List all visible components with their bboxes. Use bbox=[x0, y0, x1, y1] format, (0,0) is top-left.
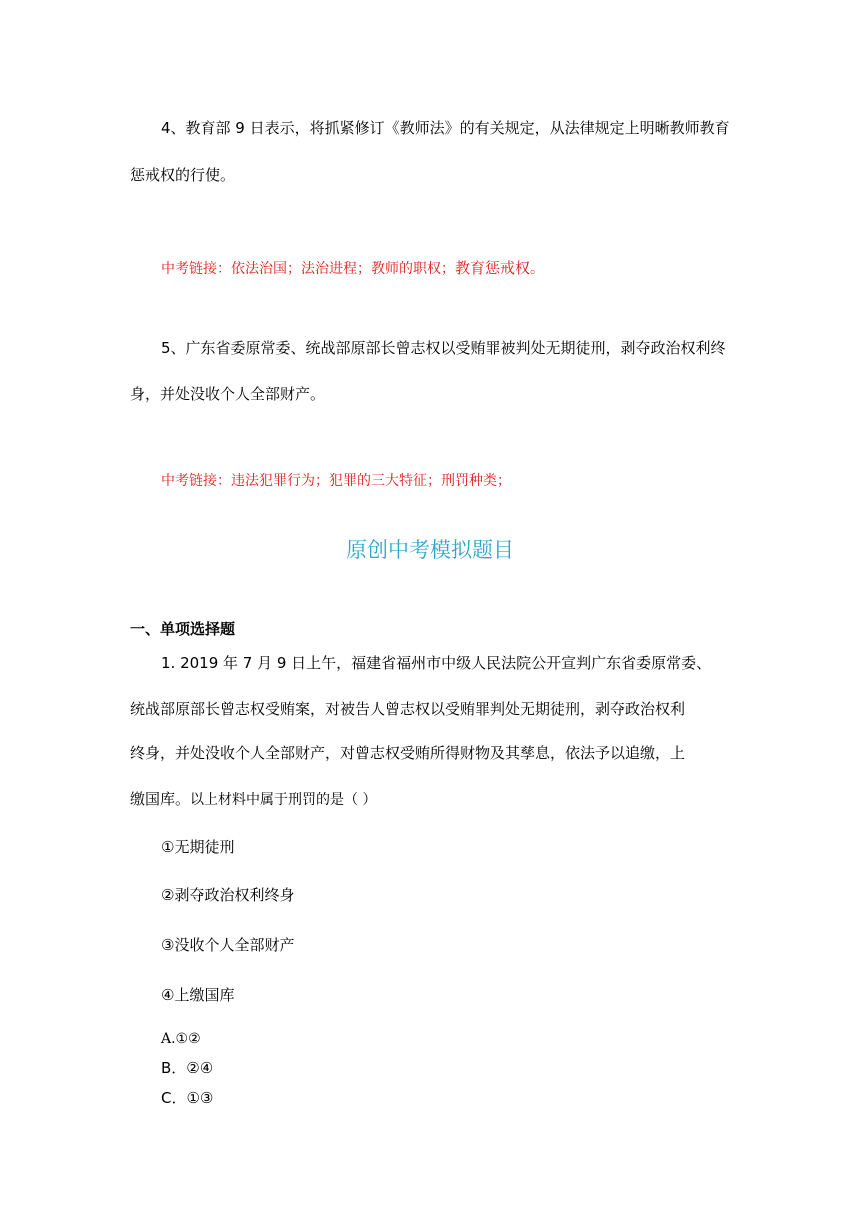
question1-stem: 以上材料中属于刑罚的是（ ） bbox=[190, 792, 377, 808]
item5-line1: 5、广东省委原常委、统战部原部长曾志权以受贿罪被判处无期徒刑，剥夺政治权利终 bbox=[161, 339, 726, 357]
question1-line1: 1. 2019 年 7 月 9 日上午，福建省福州市中级人民法院公开宣判广东省委原常委、 bbox=[161, 654, 712, 672]
question1-line4 bbox=[130, 789, 376, 810]
exam-link-4-keyword: 教育惩戒权 bbox=[455, 259, 531, 277]
item4-line2: 惩戒权的行使。 bbox=[130, 166, 236, 184]
question1-line2: 统战部原部长曾志权受贿案，对被告人曾志权以受贿罪判处无期徒刑，剥夺政治权利 bbox=[130, 700, 686, 718]
statement-3: ③没收个人全部财产 bbox=[161, 936, 295, 954]
statement-2: ②剥夺政治权利终身 bbox=[161, 886, 295, 904]
statement-1: ①无期徒刑 bbox=[161, 838, 235, 856]
item5-line2: 身，并处没收个人全部财产。 bbox=[130, 385, 326, 403]
item4-line1: 4、教育部 9 日表示，将抓紧修订《教师法》的有关规定，从法律规定上明晰教师教育 bbox=[161, 119, 730, 137]
option-a: A.①② bbox=[161, 1031, 201, 1047]
question1-line3: 终身，并处没收个人全部财产，对曾志权受贿所得财物及其孳息，依法予以追缴，上 bbox=[130, 744, 686, 762]
section-heading: 原创中考模拟题目 bbox=[346, 538, 514, 562]
option-b: B．②④ bbox=[161, 1059, 214, 1077]
option-c: C．①③ bbox=[161, 1089, 214, 1107]
question1-line4-a: 缴国库。 bbox=[130, 790, 191, 808]
section-title: 一、单项选择题 bbox=[130, 620, 236, 638]
exam-link-4 bbox=[161, 258, 544, 279]
exam-link-5: 中考链接：违法犯罪行为；犯罪的三大特征；刑罚种类； bbox=[161, 473, 511, 489]
exam-link-4-prefix: 中考链接：依法治国；法治进程；教师的职权； bbox=[161, 261, 455, 277]
statement-4: ④上缴国库 bbox=[161, 986, 235, 1004]
exam-link-4-suffix: 。 bbox=[530, 261, 545, 277]
